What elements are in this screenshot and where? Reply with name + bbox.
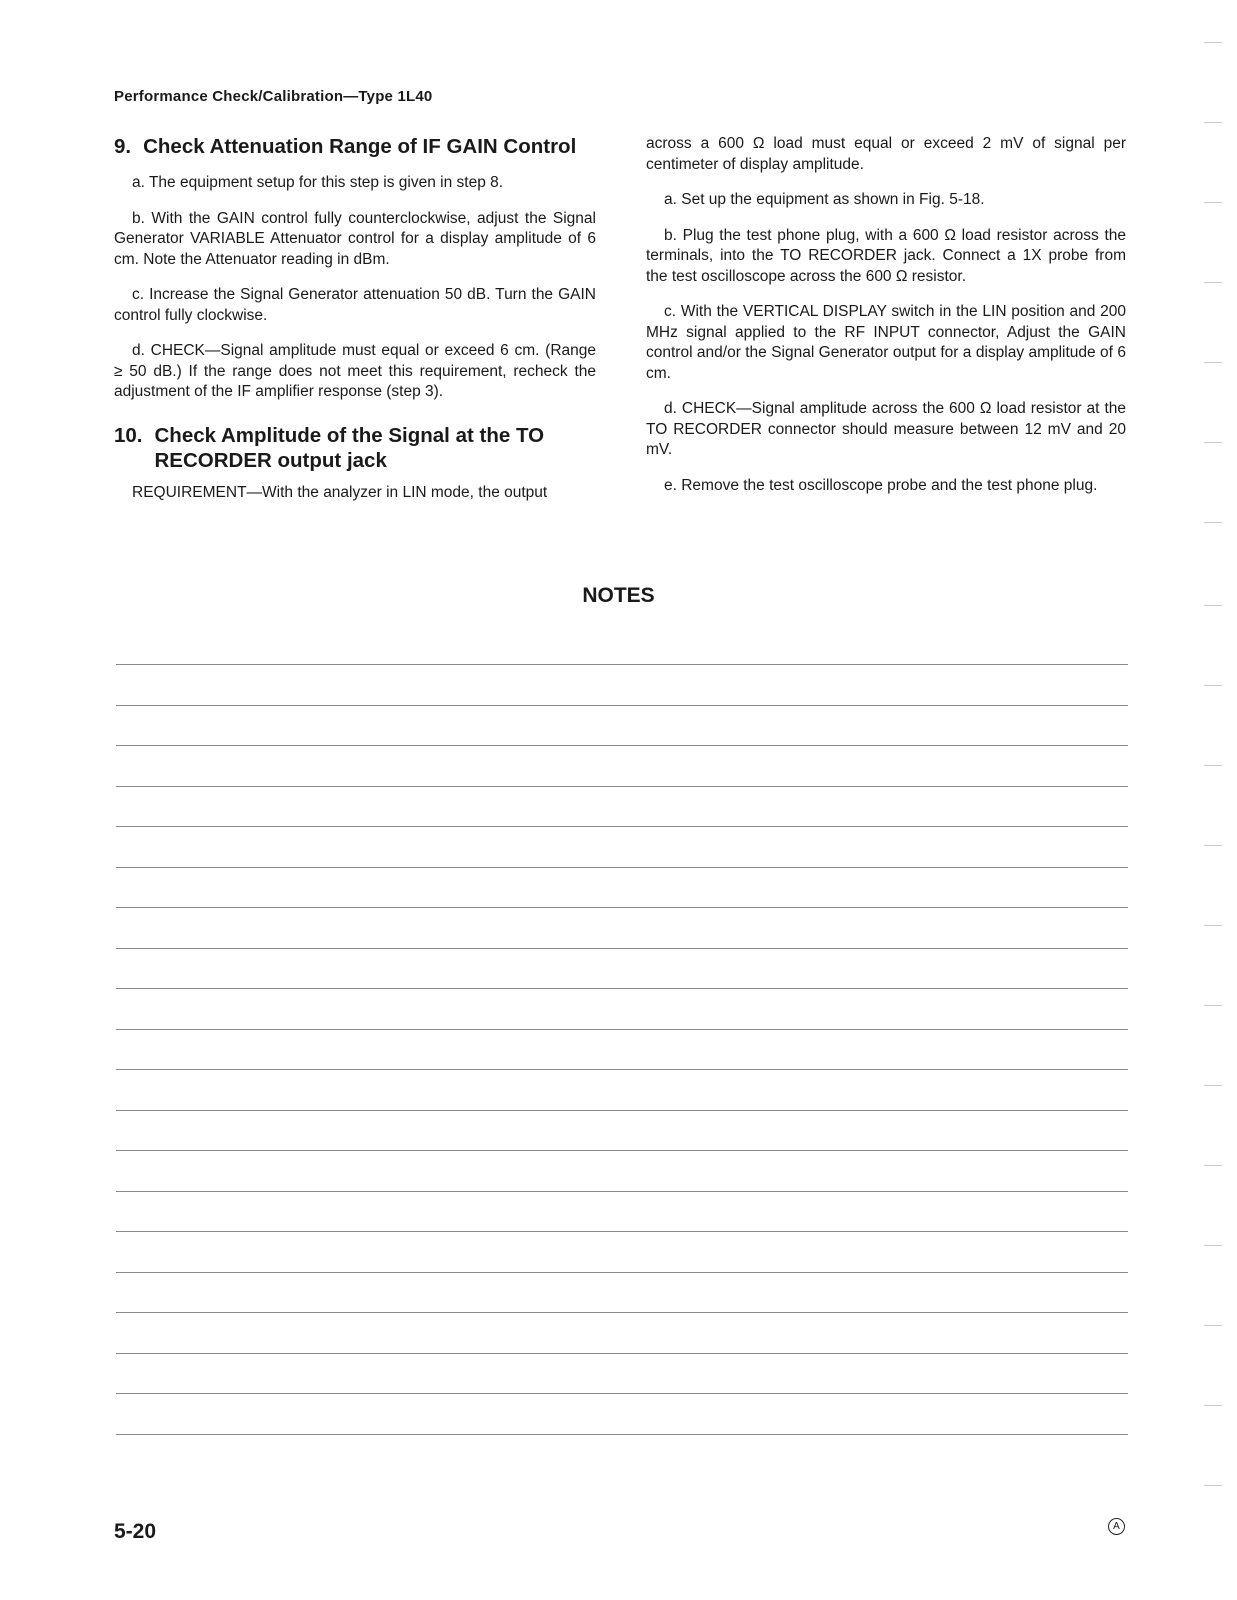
notes-line (116, 706, 1128, 747)
section-9-step-c: c. Increase the Signal Generator attenuation 50 dB. Turn the GAIN control fully clockwise. (114, 286, 596, 324)
notes-line (116, 1394, 1128, 1435)
section-10-heading (114, 423, 596, 473)
binding-edge-tick (1204, 1485, 1222, 1486)
section-9-title: Check Attenuation Range of IF GAIN Control (143, 135, 577, 158)
section-10-step-a: a. Set up the equipment as shown in Fig. 5-18. (664, 191, 985, 208)
section-9-heading (114, 134, 596, 159)
notes-line (116, 1273, 1128, 1314)
notes-line (116, 1070, 1128, 1111)
right-column (646, 134, 1126, 511)
binding-edge-tick (1204, 845, 1222, 846)
notes-line (116, 949, 1128, 990)
section-9-number: 9. (114, 135, 132, 158)
requirement-continuation: across a 600 Ω load must equal or exceed 2 mV of signal per centimeter of display amplitude. (646, 135, 1126, 173)
notes-line (116, 1151, 1128, 1192)
notes-line (116, 1232, 1128, 1273)
section-9-step-b: b. With the GAIN control fully counterclockwise, adjust the Signal Generator VARIABLE Attenuator control for a display amplitude of 6 cm. Note the Attenuator reading in dBm. (114, 209, 596, 268)
section-10-step-d: d. CHECK—Signal amplitude across the 600 Ω load resistor at the TO RECORDER connector should measure between 12 mV and 20 mV. (646, 400, 1126, 458)
notes-line (116, 1111, 1128, 1152)
section-10-title: Check Amplitude of the Signal at the TO RECORDER output jack (154, 423, 545, 472)
notes-line (116, 827, 1128, 868)
section-9-step-a: a. The equipment setup for this step is given in step 8. (132, 174, 504, 191)
binding-edge-tick (1204, 925, 1222, 926)
notes-line (116, 989, 1128, 1030)
notes-line (116, 665, 1128, 706)
running-header: Performance Check/Calibration—Type 1L40 (114, 88, 433, 105)
binding-edge-tick (1204, 605, 1222, 606)
binding-edge-tick (1204, 1165, 1222, 1166)
binding-edge-tick (1204, 202, 1222, 203)
notes-line (116, 868, 1128, 909)
binding-edge-tick (1204, 1405, 1222, 1406)
binding-edge-tick (1204, 1325, 1222, 1326)
binding-edge-tick (1204, 122, 1222, 123)
notes-lines (116, 664, 1128, 1435)
left-column (114, 134, 596, 518)
binding-edge-tick (1204, 362, 1222, 363)
binding-edge-tick (1204, 1005, 1222, 1006)
binding-edge-tick (1204, 1245, 1222, 1246)
revision-mark: A (1108, 1518, 1125, 1535)
section-9-step-d: d. CHECK—Signal amplitude must equal or exceed 6 cm. (Range ≥ 50 dB.) If the range does not meet this requirement, recheck the adjustment of the IF amplifier response (step 3). (114, 342, 596, 400)
page-number: 5-20 (114, 1520, 157, 1543)
section-10-number: 10. (114, 423, 143, 447)
notes-line (116, 746, 1128, 787)
section-10-step-c: c. With the VERTICAL DISPLAY switch in the LIN position and 200 MHz signal applied to the RF INPUT connector, Adjust the GAIN control and/or the Signal Generator output for a display amplitude of 6 cm. (646, 303, 1126, 382)
section-10-step-e: e. Remove the test oscilloscope probe and the test phone plug. (664, 476, 1098, 494)
notes-line (116, 908, 1128, 949)
binding-edge-tick (1204, 685, 1222, 686)
section-10-requirement: REQUIREMENT—With the analyzer in LIN mode, the output (132, 483, 548, 501)
notes-line (116, 1030, 1128, 1071)
binding-edge-tick (1204, 442, 1222, 443)
notes-line (116, 1313, 1128, 1354)
binding-edge-tick (1204, 522, 1222, 523)
notes-title: NOTES (582, 584, 655, 607)
binding-edge-tick (1204, 1085, 1222, 1086)
notes-line (116, 1192, 1128, 1233)
binding-edge-tick (1204, 765, 1222, 766)
section-10-step-b: b. Plug the test phone plug, with a 600 Ω load resistor across the terminals, into the TO RECORDER jack. Connect a 1X probe from the test oscilloscope across the 600 Ω resistor. (646, 226, 1126, 285)
notes-line (116, 1354, 1128, 1395)
binding-edge-tick (1204, 42, 1222, 43)
binding-edge-tick (1204, 282, 1222, 283)
notes-line (116, 787, 1128, 828)
